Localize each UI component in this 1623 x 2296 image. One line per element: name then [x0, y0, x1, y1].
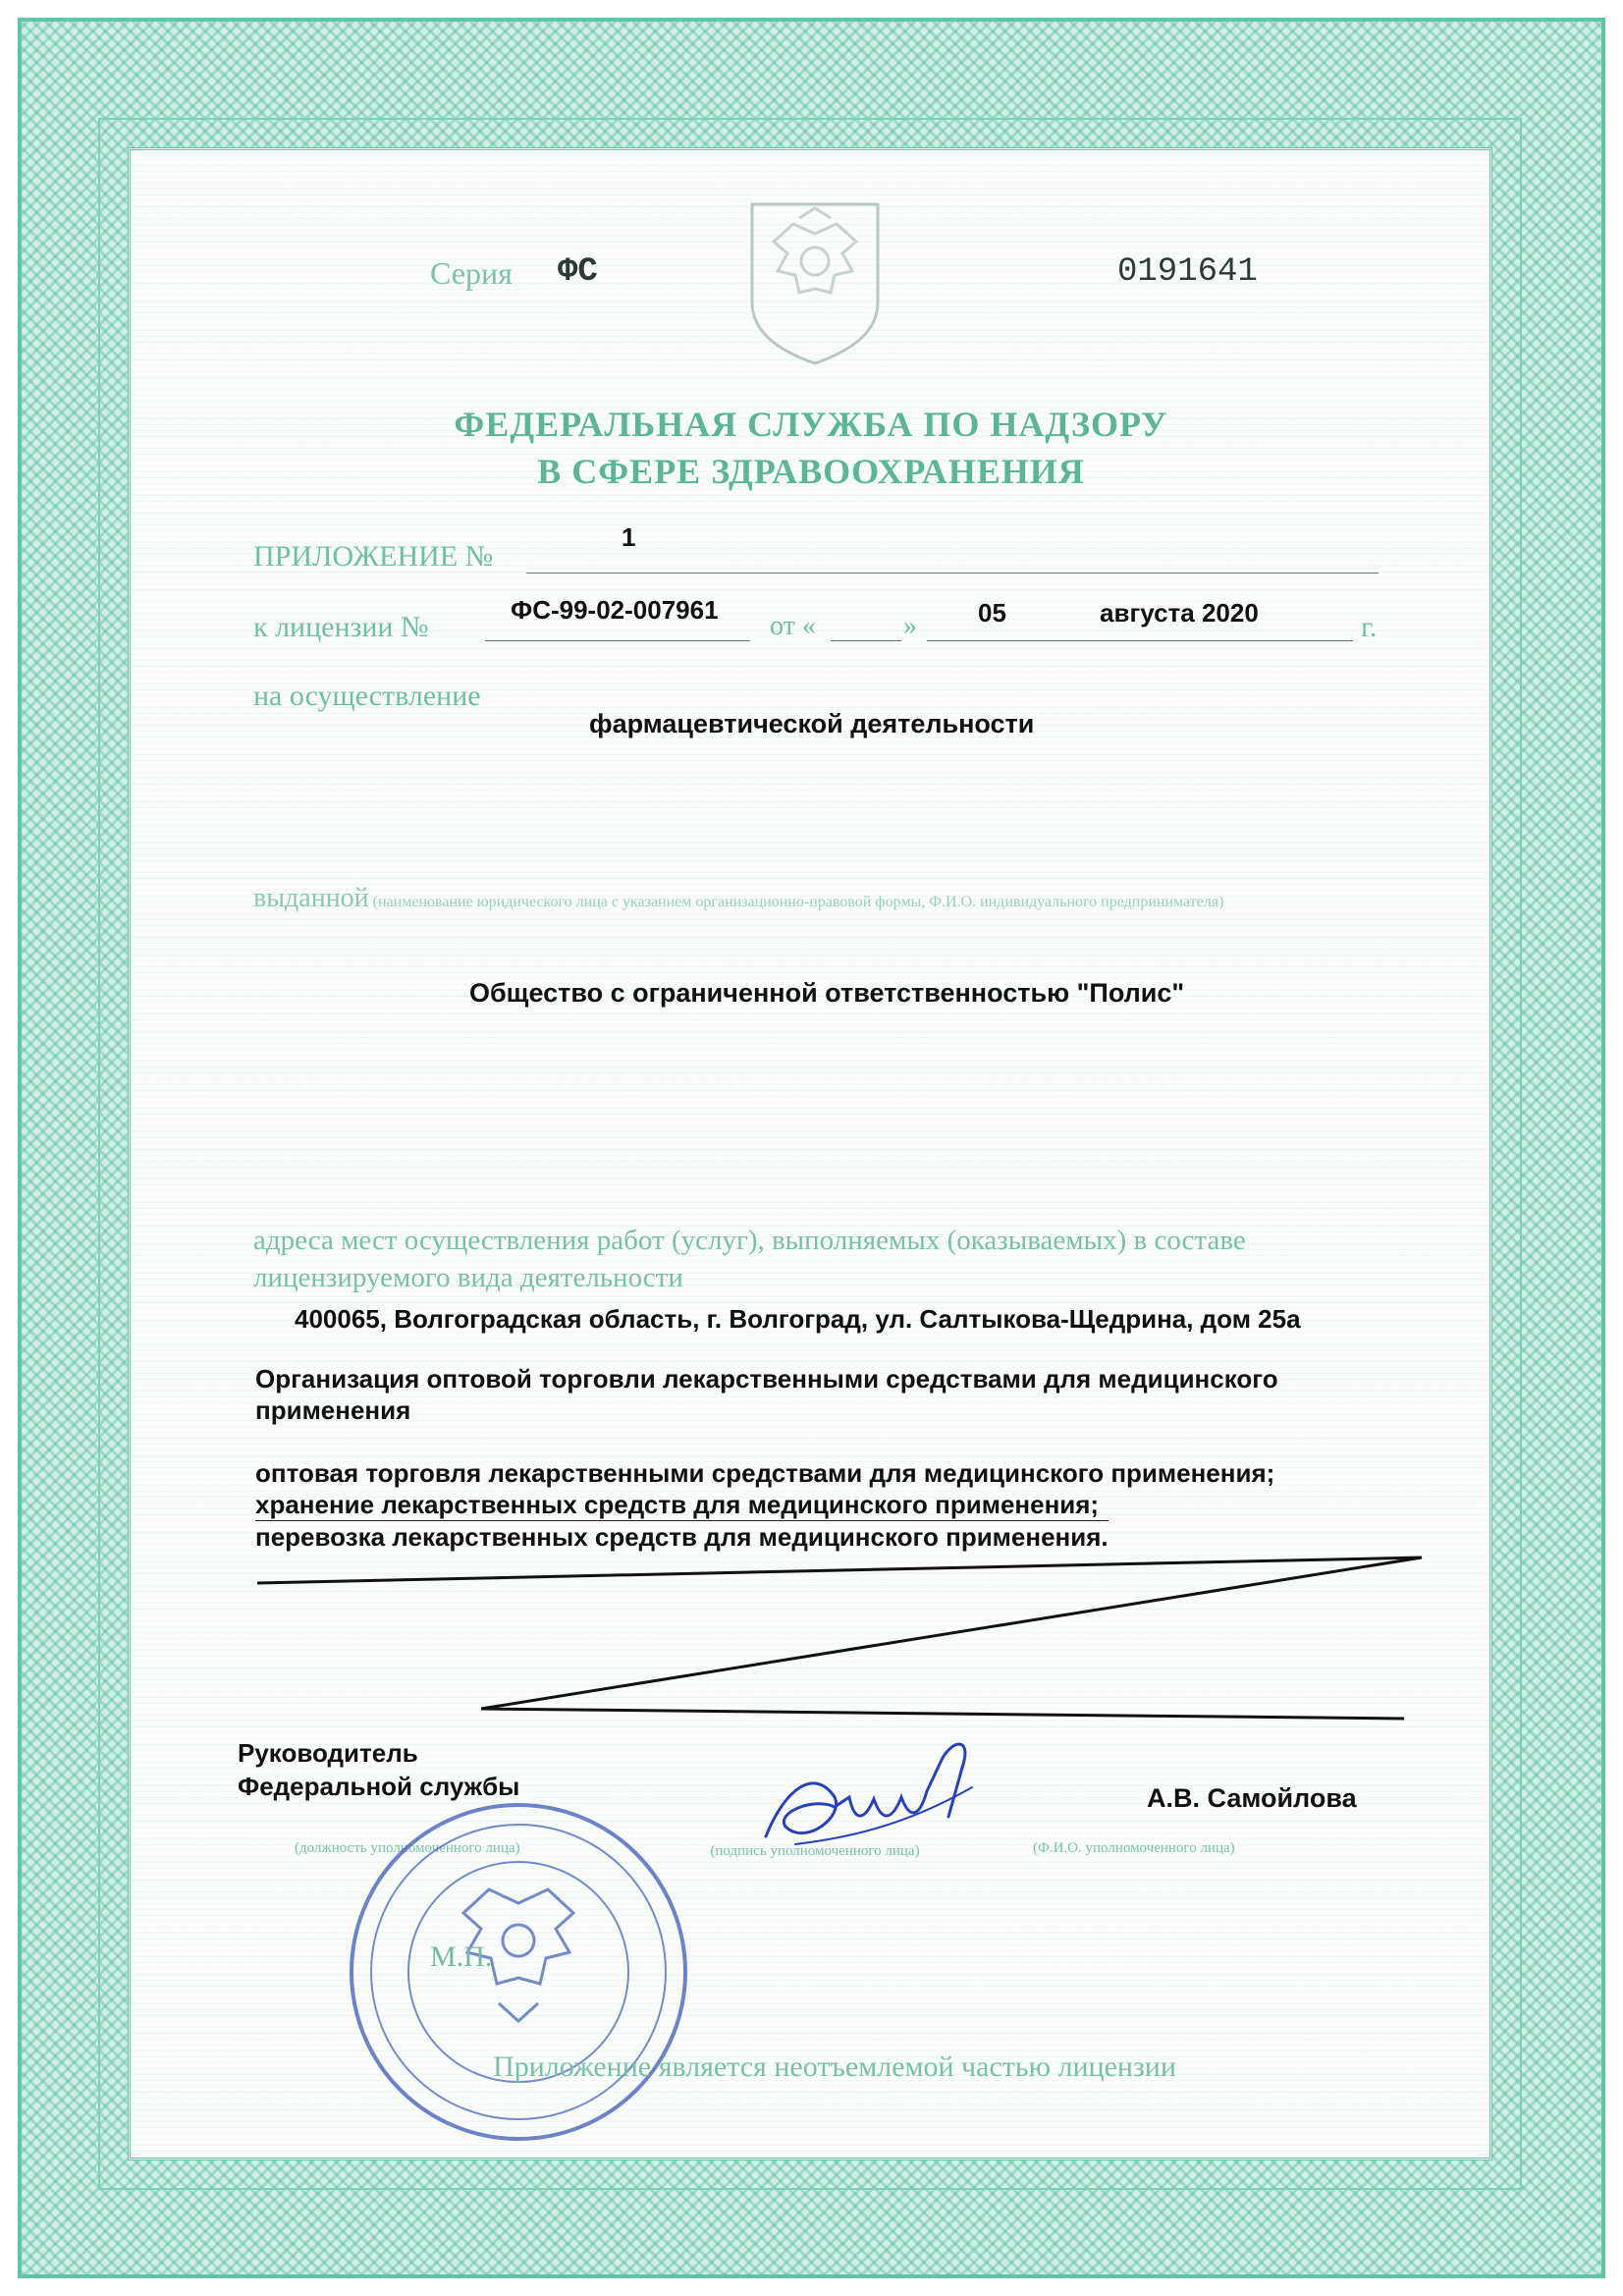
signer-position — [238, 1736, 519, 1803]
organization-line-2: применения — [255, 1395, 411, 1425]
signer-name: А.В. Самойлова — [1147, 1783, 1357, 1813]
license-day: 05 — [978, 598, 1006, 628]
footer-note: Приложение является неотъемлемой частью лицензии — [493, 2050, 1176, 2083]
appendix-label: ПРИЛОЖЕНИЕ № — [253, 540, 494, 573]
license-from-open: от « — [770, 611, 816, 641]
work-item: хранение лекарственных средств для медицинского применения; — [255, 1490, 1100, 1519]
signer-position-line-2: Федеральной службы — [238, 1772, 520, 1801]
organization-line-1: Организация оптовой торговли лекарственными средствами для медицинского — [255, 1364, 1278, 1394]
issued-label: выданной — [253, 883, 369, 913]
license-month-year: августа 2020 — [1100, 598, 1259, 628]
signature-hint-text: (подпись уполномоченного лица) — [710, 1843, 920, 1859]
position-hint: (должность уполномоченного лица) — [295, 1840, 520, 1856]
license-from-close: » — [903, 611, 917, 641]
licensee-name: Общество с ограниченной ответственностью "Полис" — [469, 978, 1185, 1008]
license-form-number: 0191641 — [1117, 253, 1258, 291]
series-label: Серия — [430, 255, 513, 291]
license-label: к лицензии № — [253, 611, 429, 643]
name-hint: (Ф.И.О. уполномоченного лица) — [1033, 1840, 1235, 1856]
license-number: ФС-99-02-007961 — [511, 595, 719, 625]
official-seal-stamp — [342, 1795, 695, 2149]
activity-address: 400065, Волгоградская область, г. Волгоград, ул. Салтыкова-Щедрина, дом 25а — [295, 1304, 1301, 1334]
signer-position-line-1: Руководитель — [238, 1738, 418, 1768]
title-line-2: В СФЕРЕ ЗДРАВООХРАНЕНИЯ — [537, 452, 1085, 491]
work-item: оптовая торговля лекарственными средствами для медицинского применения; — [255, 1458, 1275, 1488]
handwritten-signature — [727, 1728, 1021, 1876]
addresses-label-line-1: адреса мест осуществления работ (услуг), выполняемых (оказываемых) в составе — [253, 1225, 1246, 1256]
activity-value: фармацевтической деятельности — [589, 709, 1035, 738]
issued-hint: (наименование юридического лица с указанием организационно-правовой формы, Ф.И.О. индивидуального предпринимателя) — [372, 894, 1224, 910]
stamp-mp-label: М.П. — [430, 1941, 493, 1973]
title-line-1: ФЕДЕРАЛЬНАЯ СЛУЖБА ПО НАДЗОРУ — [454, 405, 1168, 444]
license-year-suffix: г. — [1361, 611, 1378, 643]
appendix-number: 1 — [622, 522, 636, 552]
work-item: перевозка лекарственных средств для медицинского применения. — [255, 1522, 1109, 1552]
addresses-label-line-2: лицензируемого вида деятельности — [253, 1262, 683, 1293]
activity-label: на осуществление — [253, 680, 481, 712]
series-value: ФС — [558, 253, 598, 291]
